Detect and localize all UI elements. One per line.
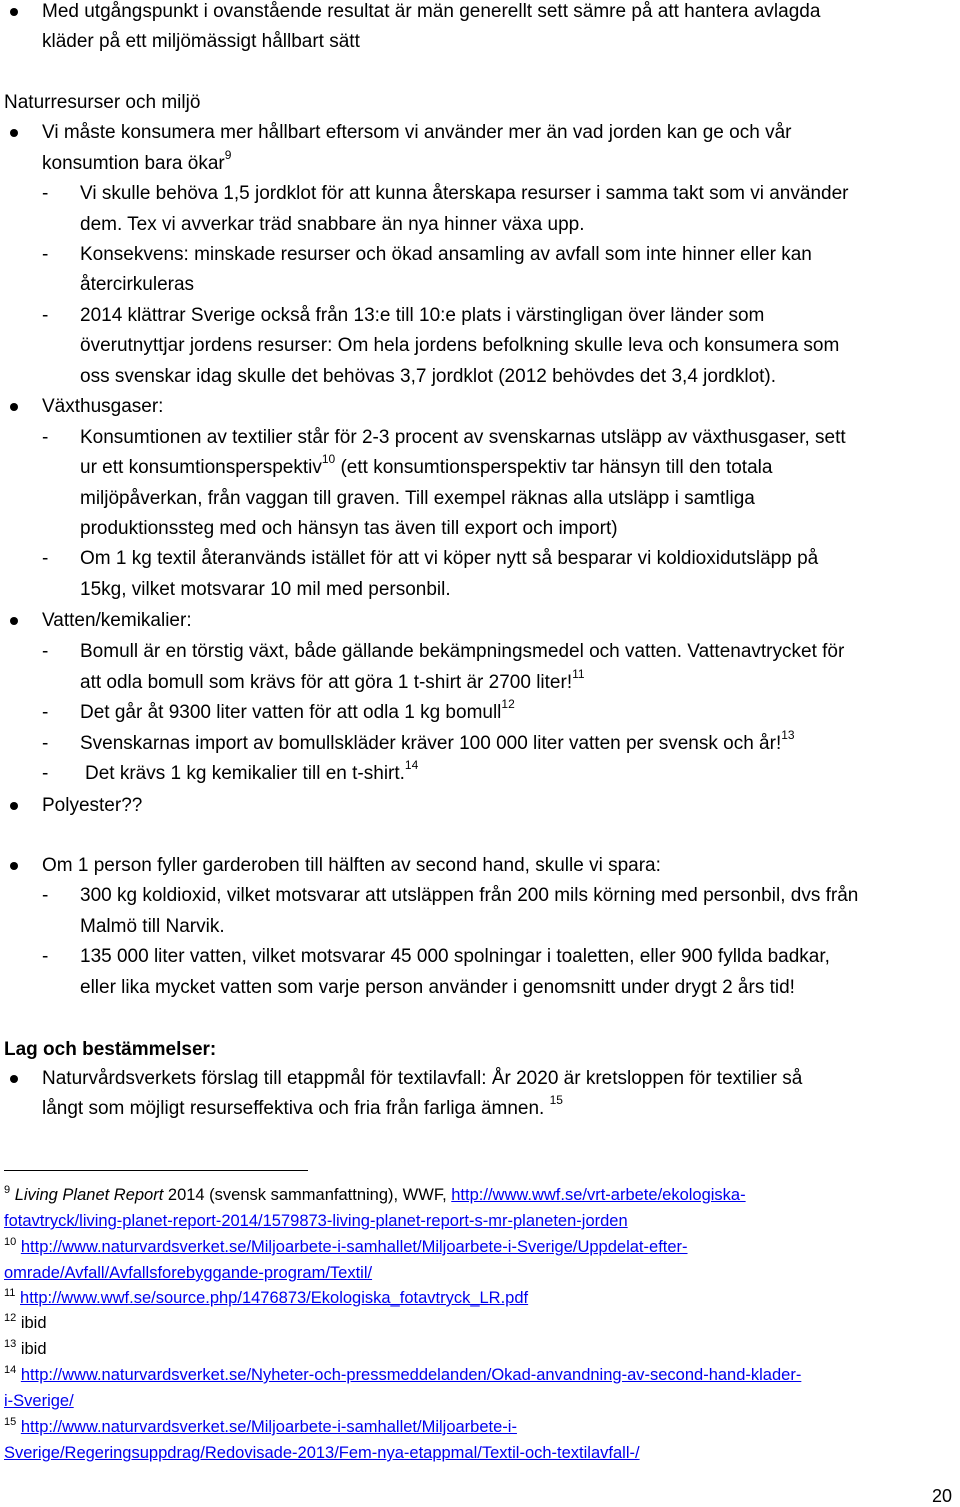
dash-marker: - [42,305,49,326]
footnote-ref-11[interactable]: 11 [572,666,585,681]
bullet-icon [10,129,18,137]
footnote-ref-12[interactable]: 12 [501,696,515,711]
footnote-15-link[interactable]: http://www.naturvardsverket.se/Miljoarbete-i-samhallet/Miljoarbete-i- [20,1418,517,1436]
page-number: 20 [931,1486,952,1506]
natural-b3-label: Vatten/kemikalier: [42,610,192,631]
natural-d3-line-2: överutnyttjar jordens resurser: Om hela jordens befolkning skulle leva och konsumera som [80,335,840,356]
second-hand-d1-line-1: 300 kg koldioxid, vilket motsvarar att utsläppen från 200 mils körning med personbil, dvs från [80,885,859,906]
natural-b2-d1-line-1: Konsumtionen av textilier står för 2-3 procent av svenskarnas utsläpp av växthusgaser, sett [80,427,846,448]
natural-b3-d2: Det går åt 9300 liter vatten för att odla 1 kg bomull$^{12}$ [80,696,515,723]
law-b1-line-1: Naturvårdsverkets förslag till etappmål för textilavfall: År 2020 är kretsloppen för textilier så [42,1068,803,1089]
footnote-13: $^{13}$ ibid [4,1337,47,1358]
footnote-15-line-1: $^{15}$ http://www.naturvardsverket.se/Miljoarbete-i-samhallet/Miljoarbete-i- [4,1415,517,1436]
footnote-15-link-cont[interactable]: Sverige/Regeringsuppdrag/Redovisade-2013/Fem-nya-etappmal/Textil-och-textilavfall-/ [4,1444,640,1462]
second-hand-d2-line-1: 135 000 liter vatten, vilket motsvarar 45 000 spolningar i toaletten, eller 900 fyllda badkar, [80,946,830,967]
footnote-9-line-2 [4,1210,628,1232]
footnote-12: $^{12}$ ibid [4,1311,47,1332]
footnote-9-line-1: $^9$ Living Planet Report 2014 (svensk sammanfattning), WWF, http://www.wwf.se/vrt-arbete/ekologiska- [4,1183,746,1204]
natural-b3-d3: Svenskarnas import av bomullskläder kräver 100 000 liter vatten per svensk och år!$^{13}$ [80,727,795,754]
footnote-14-link-cont[interactable]: i-Sverige/ [4,1392,74,1410]
bullet-icon [10,1075,18,1083]
dash-marker: - [42,183,49,204]
natural-d1-line-1: Vi skulle behöva 1,5 jordklot för att kunna återskapa resurser i samma takt som vi använder [80,183,849,204]
footnote-ref-15[interactable]: 15 [549,1092,563,1107]
second-hand-label: Om 1 person fyller garderoben till hälften av second hand, skulle vi spara: [42,855,661,876]
dash-marker: - [42,702,49,723]
footnote-ref-9[interactable]: 9 [224,147,232,162]
natural-b1-line-1: Vi måste konsumera mer hållbart eftersom vi använder mer än vad jorden kan ge och vår [42,122,792,143]
bullet-icon [10,8,18,16]
second-hand-d2-line-2: eller lika mycket vatten som varje person använder i genomsnitt under drygt 2 års tid! [80,977,795,998]
footnote-10-link[interactable]: http://www.naturvardsverket.se/Miljoarbete-i-samhallet/Miljoarbete-i-Sverige/Uppdelat-efter- [20,1238,688,1256]
second-hand-d1-line-2: Malmö till Narvik. [80,916,225,937]
natural-b2-label: Växthusgaser: [42,396,164,417]
footnote-15-line-2 [4,1442,640,1464]
natural-d3-line-1: 2014 klättrar Sverige också från 13:e till 10:e plats i värstingligan över länder som [80,305,765,326]
dash-marker: - [42,548,49,569]
natural-d2-line-1: Konsekvens: minskade resurser och ökad ansamling av avfall som inte hinner eller kan [80,244,812,265]
natural-d1-line-2: dem. Tex vi avverkar träd snabbare än nya hinner växa upp. [80,214,585,235]
footnote-10-line-1: $^{10}$ http://www.naturvardsverket.se/Miljoarbete-i-samhallet/Miljoarbete-i-Sverige/Uppdelat-efter- [4,1235,688,1256]
dash-marker: - [42,427,49,448]
natural-b4-label: Polyester?? [42,795,143,816]
natural-b3-d1-line-2: att odla bomull som krävs för att göra 1 t-shirt är 2700 liter!$^{11}$ [80,666,585,693]
footnote-11: $^{11}$ http://www.wwf.se/source.php/1476873/Ekologiska_fotavtryck_LR.pdf [4,1286,529,1307]
footnote-10-link-cont[interactable]: omrade/Avfall/Avfallsforebyggande-program/Textil/ [4,1264,373,1282]
bullet-icon [10,617,18,625]
bullet-icon [10,403,18,411]
dash-marker: - [42,946,49,967]
natural-b2-d2-line-1: Om 1 kg textil återanvänds istället för att vi köper nytt så besparar vi koldioxidutsläpp på [80,548,819,569]
footnote-14-line-2 [4,1390,74,1412]
footnote-11-link[interactable]: http://www.wwf.se/source.php/1476873/Ekologiska_fotavtryck_LR.pdf [20,1289,529,1307]
dash-marker: - [42,733,49,754]
natural-b3-d1-line-1: Bomull är en törstig växt, både gällande bekämpningsmedel och vatten. Vattenavtrycket för [80,641,845,662]
section-heading-law: Lag och bestämmelser: [4,1039,217,1060]
natural-d3-line-3: oss svenskar idag skulle det behövas 3,7 jordklot (2012 behövdes det 3,4 jordklot). [80,366,777,387]
bullet-icon [10,802,18,810]
intro-line-2: kläder på ett miljömässigt hållbart sätt [42,31,360,52]
section-heading-natural: Naturresurser och miljö [4,92,201,113]
natural-b3-d4: Det krävs 1 kg kemikalier till en t-shirt.$^{14}$ [85,757,419,784]
intro-line-1: Med utgångspunkt i ovanstående resultat är män generellt sett sämre på att hantera avlagda [42,1,821,22]
footnote-9-link-cont[interactable]: fotavtryck/living-planet-report-2014/1579873-living-planet-report-s-mr-planeten-jorden [4,1212,628,1230]
dash-marker: - [42,641,49,662]
footnote-ref-13[interactable]: 13 [781,727,795,742]
footnote-9-link[interactable]: http://www.wwf.se/vrt-arbete/ekologiska- [451,1186,746,1204]
footnote-10-line-2 [4,1262,372,1284]
footnote-14-link[interactable]: http://www.naturvardsverket.se/Nyheter-och-pressmeddelanden/Okad-anvandning-av-second-hand-klader- [20,1366,802,1384]
natural-d2-line-2: återcirkuleras [80,274,195,295]
footnote-ref-14[interactable]: 14 [404,757,419,772]
natural-b2-d1-line-2: ur ett konsumtionsperspektiv$^{10}$ (ett konsumtionsperspektiv tar hänsyn till den totala [80,451,773,478]
dash-marker: - [42,885,49,906]
natural-b2-d1-line-3: miljöpåverkan, från vaggan till graven. Till exempel räknas alla utsläpp i samtliga [80,488,755,509]
footnote-14-line-1: $^{14}$ http://www.naturvardsverket.se/Nyheter-och-pressmeddelanden/Okad-anvandning-av-second-hand-klader- [4,1363,802,1384]
natural-b2-d1-line-4: produktionssteg med och hänsyn tas även till export och import) [80,518,618,539]
dash-marker: - [42,763,49,784]
footnote-ref-10[interactable]: 10 [321,451,336,466]
natural-b1-line-2: konsumtion bara ökar$^9$ [42,147,232,174]
bullet-icon [10,862,18,870]
natural-b2-d2-line-2: 15kg, vilket motsvarar 10 mil med personbil. [80,579,451,600]
law-b1-line-2: långt som möjligt resurseffektiva och fria från farliga ämnen. $^{15}$ [42,1092,563,1119]
dash-marker: - [42,244,49,265]
footnote-separator [4,1170,308,1171]
